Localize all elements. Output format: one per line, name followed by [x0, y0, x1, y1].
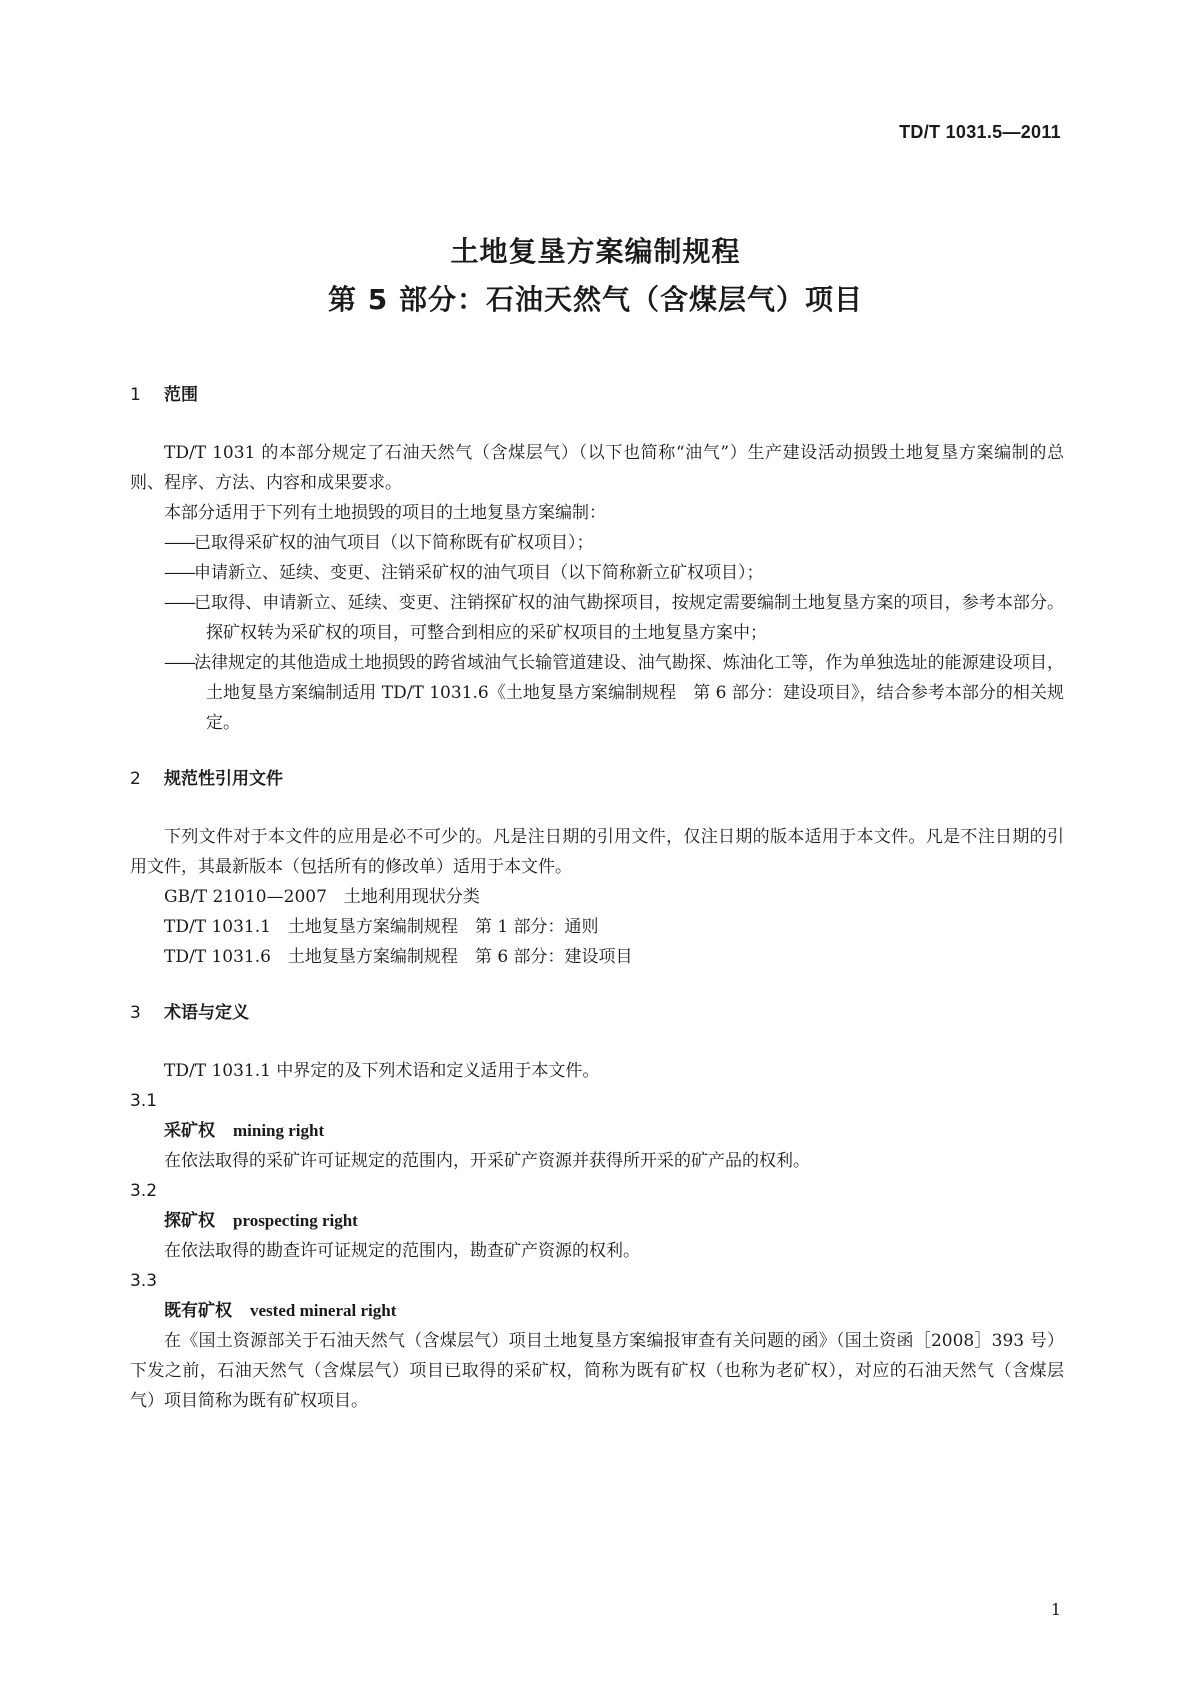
section-title: 范围: [164, 385, 198, 405]
term-name-cn: 采矿权: [164, 1121, 215, 1141]
reference-item: GB/T 21010—2007 土地利用现状分类: [164, 887, 480, 907]
dash-marker: ——: [164, 653, 194, 673]
paragraph: 下列文件对于本文件的应用是必不可少的。凡是注日期的引用文件，仅注日期的版本适用于本文件。凡是不注日期的引用文件，其最新版本（包括所有的修改单）适用于本文件。: [130, 827, 1064, 877]
term-definition: 在《国土资源部关于石油天然气（含煤层气）项目土地复垦方案编报审查有关问题的函》（国土资函［2008］393 号）下发之前，石油天然气（含煤层气）项目已取得的采矿权，简称为既有矿权（也称为老矿权），对应的石油天然气（含煤层气）项目简称为既有矿权项目。: [130, 1331, 1064, 1411]
section-number: 3: [130, 1003, 141, 1023]
document-title: [0, 228, 1191, 324]
list-item: ——已取得采矿权的油气项目（以下简称既有矿权项目）；: [164, 533, 594, 553]
reference-item: TD/T 1031.6 土地复垦方案编制规程 第 6 部分：建设项目: [164, 947, 633, 967]
section-number: 1: [130, 385, 141, 405]
term-name: [130, 1116, 1064, 1146]
section-number: 2: [130, 769, 141, 789]
paragraph: TD/T 1031 的本部分规定了石油天然气（含煤层气）（以下也简称“油气”）生产建设活动损毁土地复垦方案编制的总则、程序、方法、内容和成果要求。: [130, 443, 1064, 493]
dash-marker: ——: [164, 593, 194, 613]
term-number: 3.3: [130, 1271, 158, 1291]
title-line-2: 第 5 部分：石油天然气（含煤层气）项目: [328, 283, 863, 316]
paragraph: TD/T 1031.1 中界定的及下列术语和定义适用于本文件。: [164, 1061, 600, 1081]
document-body: [130, 380, 1064, 1416]
term-name-cn: 探矿权: [164, 1211, 215, 1231]
section-title: 规范性引用文件: [164, 769, 283, 789]
reference-item: TD/T 1031.1 土地复垦方案编制规程 第 1 部分：通则: [164, 917, 599, 937]
term-name-en: prospecting right: [233, 1211, 358, 1230]
page-number: 1: [1050, 1600, 1061, 1619]
term-definition: 在依法取得的采矿许可证规定的范围内，开采矿产资源并获得所开采的矿产品的权利。: [164, 1151, 810, 1171]
term-name: [130, 1296, 1064, 1326]
term-definition: 在依法取得的勘查许可证规定的范围内，勘查矿产资源的权利。: [164, 1241, 640, 1261]
dash-marker: ——: [164, 563, 194, 583]
section-title: 术语与定义: [164, 1003, 249, 1023]
section-2-heading: [130, 764, 1064, 794]
list-item: ——法律规定的其他造成土地损毁的跨省域油气长输管道建设、油气勘探、炼油化工等，作为单独选址的能源建设项目，土地复垦方案编制适用 TD/T 1031.6《土地复垦方案编制规程 第 6 部分：建设项目》，结合参考本部分的相关规定。: [164, 653, 1064, 733]
term-name-en: vested mineral right: [250, 1301, 397, 1320]
list-item: ——申请新立、延续、变更、注销采矿权的油气项目（以下简称新立矿权项目）；: [164, 563, 764, 583]
dash-marker: ——: [164, 533, 194, 553]
list-item: ——已取得、申请新立、延续、变更、注销探矿权的油气勘探项目，按规定需要编制土地复垦方案的项目，参考本部分。探矿权转为采矿权的项目，可整合到相应的采矿权项目的土地复垦方案中；: [164, 593, 1064, 643]
section-1-heading: [130, 380, 1064, 410]
term-number: 3.2: [130, 1181, 158, 1201]
document-code: TD/T 1031.5—2011: [899, 122, 1061, 142]
section-3-heading: [130, 998, 1064, 1028]
title-line-1: 土地复垦方案编制规程: [450, 235, 741, 268]
term-number: 3.1: [130, 1091, 158, 1111]
term-name-en: mining right: [233, 1121, 325, 1140]
term-name-cn: 既有矿权: [164, 1301, 232, 1321]
paragraph: 本部分适用于下列有土地损毁的项目的土地复垦方案编制：: [164, 503, 606, 523]
term-name: [130, 1206, 1064, 1236]
